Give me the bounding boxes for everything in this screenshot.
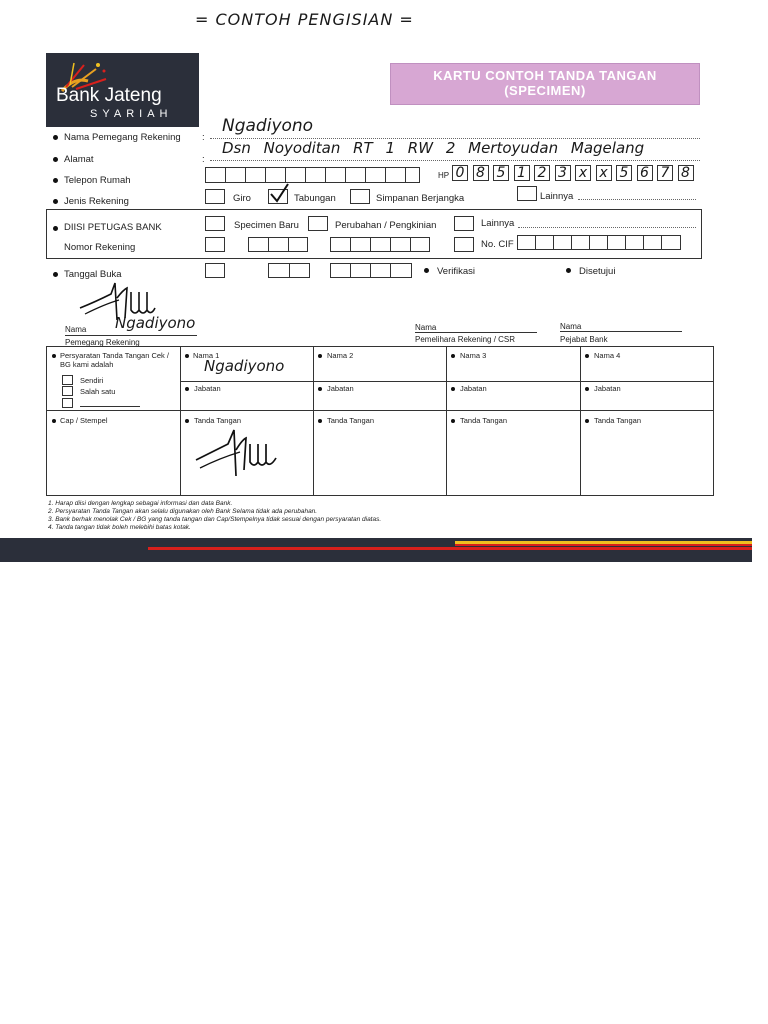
jabatan1-label: Jabatan [194, 384, 221, 393]
csr-nama-label: Nama [415, 323, 437, 332]
bullet [53, 178, 58, 183]
bank-logo [46, 53, 199, 127]
note-item: 4. Tanda tangan tidak boleh melebihi batas kotak. [48, 524, 191, 531]
disetujui-label: Disetujui [579, 266, 616, 277]
sendiri-label: Sendiri [80, 376, 104, 385]
hp-digit[interactable]: 5 [493, 165, 509, 181]
logo-brand: Bank Jateng [56, 85, 162, 106]
logo-sub: SYARIAH [90, 108, 173, 120]
tabungan-checkbox[interactable] [268, 189, 288, 204]
pemegang-caption: Pemegang Rekening [65, 338, 140, 347]
colon: : [202, 154, 205, 165]
pejabat-caption: Pejabat Bank [560, 335, 608, 344]
nama-value[interactable]: Ngadiyono [222, 116, 314, 136]
nama2-label: Nama 2 [327, 351, 354, 360]
bullet [53, 135, 58, 140]
pejabat-line [560, 331, 682, 332]
hp-digit[interactable]: x [575, 165, 591, 181]
perubahan-checkbox[interactable] [308, 216, 328, 231]
checkmark-icon [268, 182, 290, 204]
rekening-cells[interactable] [248, 237, 308, 252]
hp-digit[interactable]: 8 [678, 165, 694, 181]
csr-line [415, 332, 537, 333]
jenis-label: Jenis Rekening [64, 196, 129, 207]
nama1-label: Nama 1 [193, 351, 220, 360]
title-line1: KARTU CONTOH TANDA TANGAN [433, 68, 657, 83]
petugas-lainnya-line [518, 227, 696, 228]
simpanan-checkbox[interactable] [350, 189, 370, 204]
hp-digit[interactable]: 1 [514, 165, 530, 181]
rekening-number-cells[interactable] [330, 237, 430, 252]
sendiri-checkbox[interactable] [62, 375, 73, 385]
specimen-baru-checkbox[interactable] [205, 216, 225, 231]
note-item: 3. Bank berhak menolak Cek / BG yang tanda tangan dan Cap/Stempelnya tidak sesuai dengan persyaratan diatas. [48, 516, 382, 523]
lainnya-line [578, 199, 696, 200]
pemegang-name: Ngadiyono [115, 314, 196, 332]
handwritten-header: = CONTOH PENGISIAN = [195, 10, 414, 29]
nama1-value[interactable]: Ngadiyono [204, 357, 285, 375]
bullet [52, 354, 56, 358]
tt1-label: Tanda Tangan [194, 416, 241, 425]
other-checkbox[interactable] [62, 398, 73, 408]
specimen-baru-label: Specimen Baru [234, 220, 299, 231]
bullet [566, 268, 571, 273]
hp-label: HP [438, 171, 450, 180]
giro-checkbox[interactable] [205, 189, 225, 204]
alamat-value[interactable]: Dsn Noyoditan RT 1 RW 2 Mertoyudan Magelang [222, 139, 645, 157]
verifikasi-label: Verifikasi [437, 266, 476, 277]
telepon-field[interactable] [205, 167, 420, 183]
telepon-label: Telepon Rumah [64, 175, 131, 186]
table-signature [190, 424, 290, 484]
salah-satu-checkbox[interactable] [62, 386, 73, 396]
footer-red-stripe [148, 547, 752, 550]
bullet [53, 199, 58, 204]
note-item: 2. Persyaratan Tanda Tangan akan selalu digunakan oleh Bank Selama tidak ada perubahan. [48, 508, 318, 515]
note-item: 1. Harap diisi dengan lengkap sebagai informasi dan data Bank. [48, 500, 233, 507]
hp-digit[interactable]: x [596, 165, 612, 181]
other-line [80, 406, 140, 407]
colon: : [202, 132, 205, 143]
alamat-line [210, 160, 700, 161]
nama-label: Nama Pemegang Rekening [64, 132, 181, 143]
nomor-rekening-label: Nomor Rekening [64, 242, 136, 253]
hp-digit[interactable]: 0 [452, 165, 468, 181]
bullet [424, 268, 429, 273]
nama-caption-label: Nama [65, 325, 87, 334]
nama4-label: Nama 4 [594, 351, 621, 360]
perubahan-label: Perubahan / Pengkinian [335, 220, 437, 231]
tabungan-label: Tabungan [294, 193, 336, 204]
lainnya-checkbox[interactable] [517, 186, 537, 201]
title-line2: (SPECIMEN) [504, 83, 586, 98]
petugas-title: DIISI PETUGAS BANK [64, 222, 162, 233]
footer-red-stripe-2 [455, 544, 752, 546]
cif-field[interactable] [517, 235, 681, 250]
simpanan-label: Simpanan Berjangka [376, 193, 465, 204]
petugas-lainnya-label: Lainnya [481, 218, 515, 229]
hp-digit[interactable]: 2 [534, 165, 550, 181]
hp-digit[interactable]: 7 [657, 165, 673, 181]
rekening-cell[interactable] [205, 237, 225, 252]
tt3-label: Tanda Tangan [460, 416, 507, 425]
csr-caption: Pemelihara Rekening / CSR [415, 335, 516, 344]
tahun-cells[interactable] [330, 263, 412, 278]
notes-list [48, 500, 381, 532]
hp-digit[interactable]: 8 [473, 165, 489, 181]
pemegang-line [65, 335, 197, 336]
cap-label: Cap / Stempel [60, 416, 108, 425]
salah-satu-label: Salah satu [80, 387, 116, 396]
tanggal-cell[interactable] [205, 263, 225, 278]
bullet [53, 157, 58, 162]
lainnya-label: Lainnya [540, 191, 574, 202]
bullet [53, 226, 58, 231]
hp-digit[interactable]: 5 [616, 165, 632, 181]
cif-checkbox[interactable] [454, 237, 474, 252]
giro-label: Giro [233, 193, 251, 204]
hp-digit[interactable]: 6 [637, 165, 653, 181]
tanggal-label: Tanggal Buka [64, 269, 122, 280]
alamat-label: Alamat [64, 154, 94, 165]
petugas-lainnya-checkbox[interactable] [454, 216, 474, 231]
persyaratan-label: Persyaratan Tanda Tangan Cek / BG kami adalah [60, 351, 169, 369]
pejabat-nama-label: Nama [560, 322, 582, 331]
jabatan3-label: Jabatan [460, 384, 487, 393]
jabatan2-label: Jabatan [327, 384, 354, 393]
tt2-label: Tanda Tangan [327, 416, 374, 425]
bullet [53, 272, 58, 277]
nama3-label: Nama 3 [460, 351, 487, 360]
no-cif-label: No. CIF [481, 239, 514, 250]
jabatan4-label: Jabatan [594, 384, 621, 393]
tt4-label: Tanda Tangan [594, 416, 641, 425]
hp-digit[interactable]: 3 [555, 165, 571, 181]
title-banner [390, 63, 700, 105]
